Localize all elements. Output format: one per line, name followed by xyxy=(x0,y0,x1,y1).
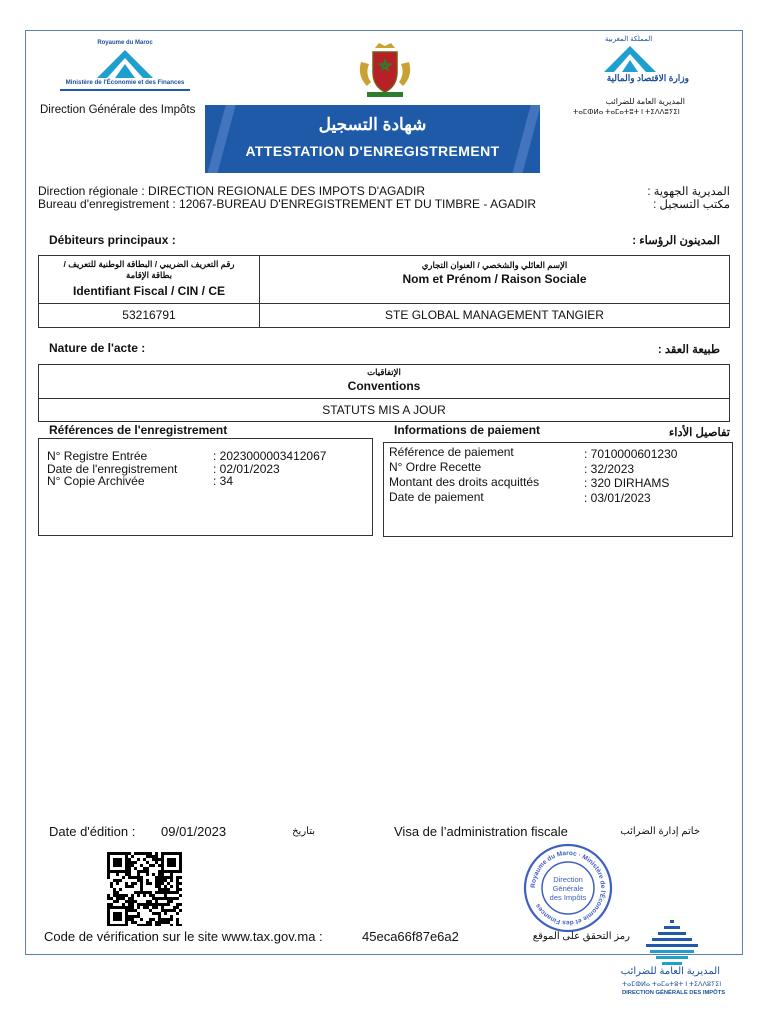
ref-label-2: N° Copie Archivée xyxy=(47,474,145,488)
pay-value-2: : 320 DIRHAMS xyxy=(584,476,670,490)
paiement-title: Informations de paiement xyxy=(394,423,541,437)
pay-label-1: N° Ordre Recette xyxy=(389,460,482,474)
nature-title: Nature de l'acte : xyxy=(49,341,146,355)
verif-label-ar: رمز التحقق على الموقع xyxy=(532,931,630,942)
stamp-center-1: Direction xyxy=(553,875,583,884)
verif-label: Code de vérification sur le site www.tax.gov.ma : xyxy=(44,929,323,944)
col1-header-ar: رقم التعريف الضريبي / البطاقة الوطنية للتعريف / بطاقة الإقامة xyxy=(63,259,235,280)
right-logo-line4: ⵜⴰⵎⵀⵍⴰ ⵜⴰⵎⴰⵜⵓⵜ ⵏ ⵜⵉⴷⴷⵓⵢⵉⵏ xyxy=(573,109,680,116)
pay-value-0: : 7010000601230 xyxy=(584,447,678,461)
nature-table xyxy=(38,364,730,422)
ref-value-0: : 2023000003412067 xyxy=(213,449,327,463)
debiteurs-table xyxy=(38,255,730,328)
right-logo-line2: وزارة الاقتصاد والمالية xyxy=(606,73,689,83)
dgi-label: Direction Générale des Impôts xyxy=(40,104,196,116)
visa-label-ar: خاتم إدارة الضرائب xyxy=(620,826,700,837)
debiteurs-title-ar: المدينون الرؤساء : xyxy=(632,235,720,247)
nature-title-ar: طبيعة العقد : xyxy=(657,344,720,356)
edition-date: 09/01/2023 xyxy=(161,824,227,839)
nature-type-ar: الإتفاقيات xyxy=(367,367,401,377)
edition-label-ar: بتاريخ xyxy=(292,826,315,837)
official-stamp xyxy=(522,842,614,934)
verif-code: 45eca66f87e6a2 xyxy=(362,929,459,944)
pay-label-3: Date de paiement xyxy=(389,490,484,504)
stamp-ring-text: Royaume du Maroc · Ministère de l'Économie et des Finances xyxy=(529,849,607,927)
stamp-center-2: Générale xyxy=(552,884,584,893)
stamp-center-3: des Impôts xyxy=(549,893,587,902)
title-ar: شهادة التسجيل xyxy=(318,115,427,134)
qr-code-icon xyxy=(107,852,183,926)
title-banner xyxy=(205,105,540,173)
references-box xyxy=(38,438,373,536)
references-title: Références de l'enregistrement xyxy=(49,423,228,437)
dgi-footer-emblem-icon xyxy=(642,918,702,968)
debiteur-name: STE GLOBAL MANAGEMENT TANGIER xyxy=(385,308,604,322)
ministry-logo-ar xyxy=(573,35,695,117)
title-fr: ATTESTATION D'ENREGISTREMENT xyxy=(245,143,500,159)
dgi-footer-ar: المديرية العامة للضرائب xyxy=(620,966,720,977)
direction-label-ar: المديرية الجهوية : xyxy=(647,186,730,198)
col1-header-fr: Identifiant Fiscal / CIN / CE xyxy=(72,284,226,298)
coat-of-arms-icon xyxy=(353,42,417,100)
bureau-label-ar: مكتب التسجيل : xyxy=(653,199,730,211)
nature-type-fr: Conventions xyxy=(347,379,421,393)
paiement-box xyxy=(383,442,733,537)
dgi-footer-fr: DIRECTION GÉNÉRALE DES IMPÔTS xyxy=(622,990,726,996)
ministry-logo xyxy=(55,40,195,102)
debiteur-id: 53216791 xyxy=(122,308,176,322)
pay-value-3: : 03/01/2023 xyxy=(584,491,651,505)
pay-value-1: : 32/2023 xyxy=(584,462,635,476)
right-logo-line3: المديرية العامة للضرائب xyxy=(605,97,685,106)
col2-header-fr: Nom et Prénom / Raison Sociale xyxy=(402,272,587,286)
ministry-name: Ministère de l'Économie et des Finances xyxy=(65,79,185,86)
ref-label-0: N° Registre Entrée xyxy=(47,449,148,463)
ministry-rule xyxy=(60,89,190,91)
kingdom-label: Royaume du Maroc xyxy=(97,40,153,46)
direction-label: Direction régionale : DIRECTION REGIONALE DES IMPOTS D'AGADIR xyxy=(38,184,426,198)
ref-value-2: : 34 xyxy=(213,474,234,488)
col2-header-ar: الإسم العائلي والشخصي / العنوان التجاري xyxy=(421,260,568,270)
debiteurs-title: Débiteurs principaux : xyxy=(49,233,176,247)
ref-value-1: : 02/01/2023 xyxy=(213,462,280,476)
paiement-title-ar: تفاصيل الأداء xyxy=(668,427,730,439)
ministry-emblem-icon xyxy=(600,44,660,74)
dgi-emblem-icon xyxy=(95,48,155,80)
pay-label-0: Référence de paiement xyxy=(389,445,514,459)
pay-label-2: Montant des droits acquittés xyxy=(389,475,540,489)
nature-value: STATUTS MIS A JOUR xyxy=(322,403,446,417)
right-logo-line1: المملكة المغربية xyxy=(605,36,653,43)
bureau-label: Bureau d'enregistrement : 12067-BUREAU D'ENREGISTREMENT ET DU TIMBRE - AGADIR xyxy=(38,197,537,211)
ref-label-1: Date de l'enregistrement xyxy=(47,462,178,476)
dgi-footer-tifinagh: ⵜⴰⵎⵀⵍⴰ ⵜⴰⵎⴰⵜⵓⵜ ⵏ ⵜⵉⴷⴷⵓⵢⵉⵏ xyxy=(622,981,722,988)
visa-label: Visa de l’administration fiscale xyxy=(394,824,568,839)
edition-label: Date d'édition : xyxy=(49,824,136,839)
